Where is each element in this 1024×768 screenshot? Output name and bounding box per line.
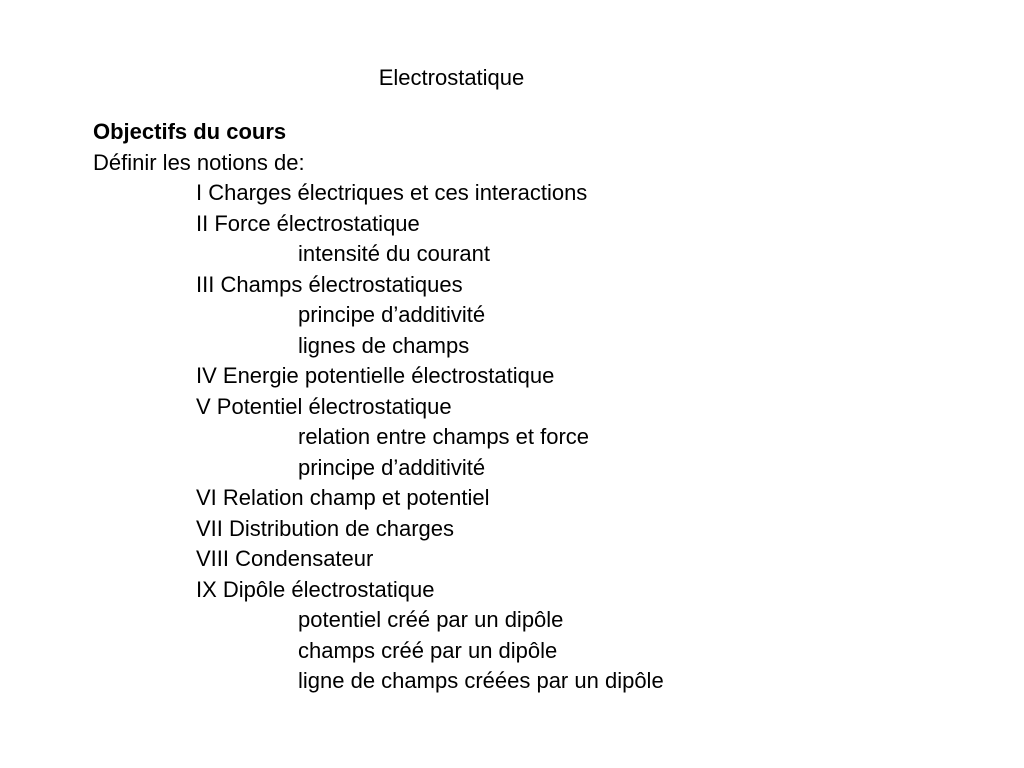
course-outline: [93, 117, 664, 697]
objectives-heading: Objectifs du cours: [93, 119, 287, 144]
outline-subitem: relation entre champs et force: [298, 424, 590, 449]
outline-item: V Potentiel électrostatique: [196, 393, 452, 419]
outline-item: II Force électrostatique: [196, 210, 420, 236]
outline-item: III Champs électrostatiques: [196, 271, 463, 297]
outline-subitem: principe d’additivité: [298, 454, 486, 480]
outline-item: VII Distribution de charges: [196, 515, 455, 541]
outline-item: VI Relation champ et potentiel: [196, 485, 490, 510]
outline-subitem: lignes de champs: [298, 332, 470, 358]
outline-subitem: potentiel créé par un dipôle: [298, 607, 564, 632]
outline-item: VIII Condensateur: [196, 546, 374, 571]
slide-title: Electrostatique: [378, 65, 525, 90]
objectives-intro: Définir les notions de:: [93, 149, 305, 175]
outline-item: IX Dipôle électrostatique: [196, 576, 435, 602]
outline-subitem: intensité du courant: [298, 241, 491, 266]
outline-item: I Charges électriques et ces interactions: [196, 180, 588, 205]
outline-subitem: principe d’additivité: [298, 302, 486, 327]
outline-item: IV Energie potentielle électrostatique: [196, 363, 555, 388]
outline-subitem: champs créé par un dipôle: [298, 637, 558, 663]
outline-subitem: ligne de champs créées par un dipôle: [298, 668, 664, 693]
